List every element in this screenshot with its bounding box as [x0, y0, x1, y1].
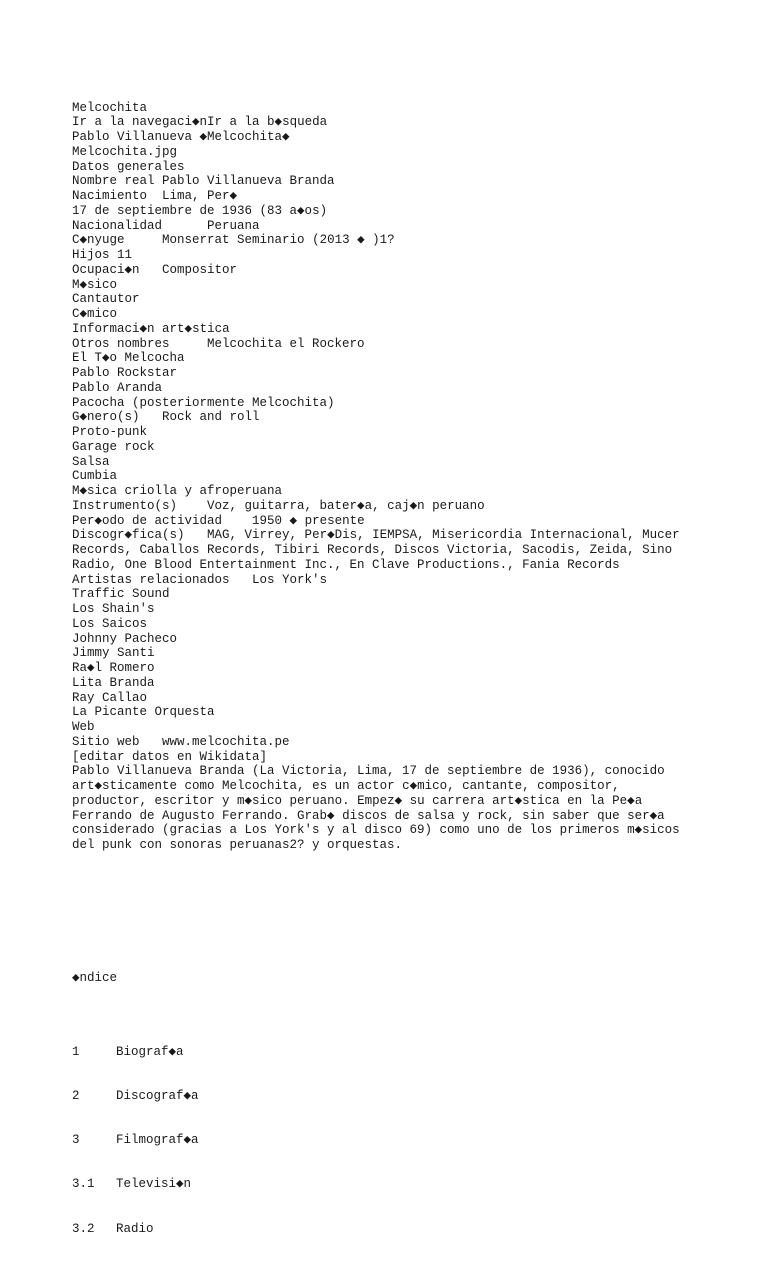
text-line: Traffic Sound — [72, 587, 170, 602]
toc-item-number: 1 — [72, 1044, 80, 1059]
text-line: C◆mico — [72, 307, 118, 321]
text-line: Discogr◆fica(s) MAG, Virrey, Per◆Dis, IEMPSA, Misericordia Internacional, Mucer — [72, 528, 680, 543]
text-line: El T◆o Melcocha — [72, 351, 185, 366]
text-line: considerado (gracias a Los York's y al disco 69) como uno de los primeros m◆sicos — [72, 823, 680, 838]
text-line: Per◆odo de actividad 1950 ◆ presente — [72, 513, 365, 528]
text-line: del punk con sonoras peruanas2? y orquestas. — [72, 838, 403, 852]
toc-item[interactable] — [72, 1045, 752, 1060]
document-page — [72, 71, 752, 1281]
toc-item[interactable] — [72, 1133, 752, 1148]
text-line: art◆sticamente como Melcochita, es un actor c◆mico, cantante, compositor, — [72, 779, 620, 793]
blank-line — [72, 927, 752, 942]
text-line: Pablo Rockstar — [72, 366, 178, 380]
text-line: Los Saicos — [72, 616, 148, 631]
text-line: Johnny Pacheco — [72, 631, 178, 646]
text-line: Ir a la navegaci◆nIr a la b◆squeda — [72, 115, 328, 130]
text-line: Pablo Villanueva Branda (La Victoria, Lima, 17 de septiembre de 1936), conocido — [72, 764, 665, 779]
text-line: Artistas relacionados Los York's — [72, 572, 328, 587]
toc-item-label: Radio — [116, 1221, 154, 1236]
text-line: Datos generales — [72, 159, 185, 174]
text-line: G◆nero(s) Rock and roll — [72, 410, 260, 425]
text-line: Cantautor — [72, 292, 140, 307]
text-line: Lita Branda — [72, 675, 155, 690]
text-line: Salsa — [72, 454, 110, 469]
toc-item-label: Filmograf◆a — [116, 1133, 199, 1147]
toc-item[interactable] — [72, 1089, 752, 1104]
text-line: Ra◆l Romero — [72, 661, 155, 675]
text-line: Pacocha (posteriormente Melcochita) — [72, 395, 335, 410]
text-line: Otros nombres Melcochita el Rockero — [72, 336, 365, 351]
text-line: La Picante Orquesta — [72, 705, 215, 720]
text-line: Nacionalidad Peruana — [72, 218, 260, 233]
text-line: Pablo Villanueva ◆Melcochita◆ — [72, 130, 290, 144]
text-line: Nacimiento Lima, Per◆ — [72, 189, 238, 203]
text-line: [editar datos en Wikidata] — [72, 749, 268, 764]
text-line: Instrumento(s) Voz, guitarra, bater◆a, caj◆n peruano — [72, 498, 485, 513]
text-line: Web — [72, 720, 95, 734]
toc-item-number: 3 — [72, 1133, 80, 1147]
text-line: Records, Caballos Records, Tibiri Records, Discos Victoria, Sacodis, Zeida, Sino — [72, 543, 673, 557]
toc-item-label: Discograf◆a — [116, 1088, 199, 1103]
text-line: Melcochita — [72, 100, 148, 115]
text-line: Jimmy Santi — [72, 646, 155, 661]
text-line: M◆sica criolla y afroperuana — [72, 484, 283, 498]
toc-item-number: 3.2 — [72, 1221, 95, 1236]
toc-item-number: 2 — [72, 1088, 80, 1103]
text-line: Hijos 11 — [72, 248, 133, 262]
text-line: Ray Callao — [72, 690, 148, 705]
toc-item-label: Televisi◆n — [116, 1177, 192, 1192]
table-of-contents — [72, 1015, 752, 1266]
text-line: M◆sico — [72, 277, 118, 292]
text-line: Nombre real Pablo Villanueva Branda — [72, 174, 335, 189]
text-line: 17 de septiembre de 1936 (83 a◆os) — [72, 203, 328, 218]
toc-item[interactable] — [72, 1177, 752, 1192]
toc-heading: ◆ndice — [72, 970, 118, 985]
toc-item-number: 3.1 — [72, 1177, 95, 1192]
text-line: Ferrando de Augusto Ferrando. Grab◆ discos de salsa y rock, sin saber que ser◆a — [72, 808, 665, 823]
text-line: Pablo Aranda — [72, 380, 163, 395]
toc-item[interactable] — [72, 1222, 752, 1237]
text-line: C◆nyuge Monserrat Seminario (2013 ◆ )1? — [72, 233, 395, 248]
text-line: Melcochita.jpg — [72, 144, 178, 159]
article-body — [72, 101, 752, 853]
text-line: Garage rock — [72, 439, 155, 454]
text-line: Sitio web www.melcochita.pe — [72, 734, 290, 749]
toc-item-label: Biograf◆a — [116, 1044, 184, 1059]
text-line: Cumbia — [72, 469, 118, 484]
text-line: Los Shain's — [72, 602, 155, 616]
text-line: Radio, One Blood Entertainment Inc., En Clave Productions., Fania Records — [72, 557, 620, 572]
text-line: Ocupaci◆n Compositor — [72, 262, 238, 277]
text-line: productor, escritor y m◆sico peruano. Empez◆ su carrera art◆stica en la Pe◆a — [72, 793, 643, 808]
blank-line — [72, 882, 752, 897]
text-line: Proto-punk — [72, 425, 148, 439]
text-line: Informaci◆n art◆stica — [72, 321, 230, 336]
